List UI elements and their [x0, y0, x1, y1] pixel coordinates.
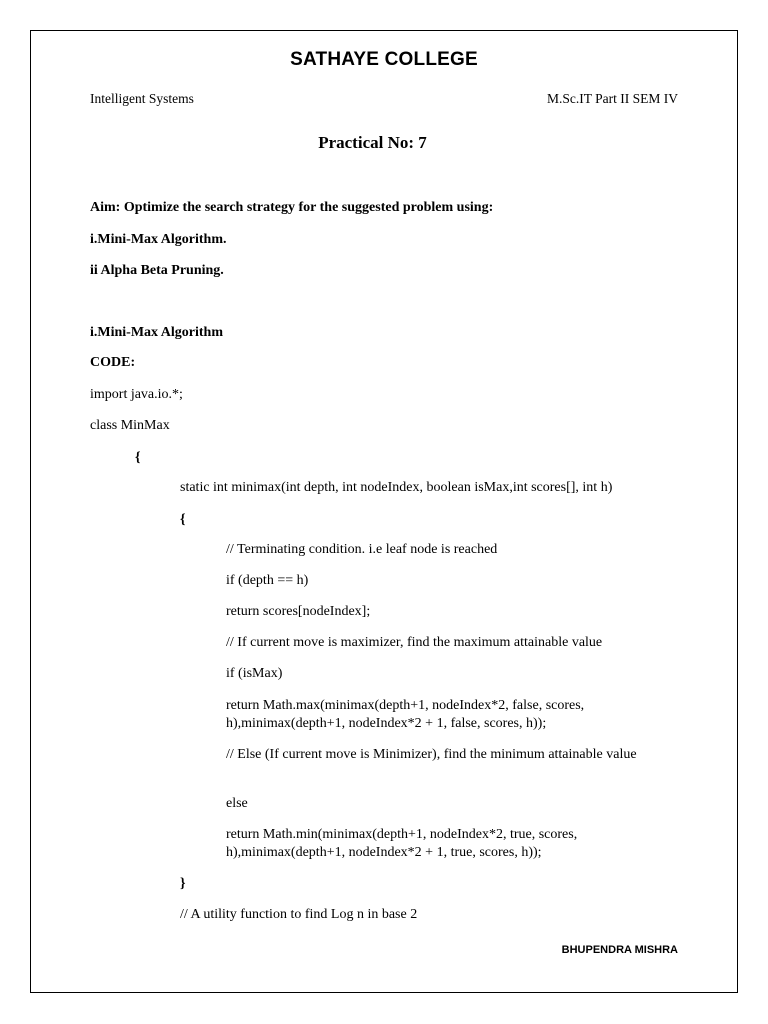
aim-item-minimax: i.Mini-Max Algorithm. [90, 232, 227, 247]
code-line-class: class MinMax [90, 418, 170, 433]
course-name: M.Sc.IT Part II SEM IV [547, 91, 678, 106]
code-line-method-brace-open: { [180, 512, 186, 527]
code-line-brace-open: { [135, 450, 141, 465]
code-line-return-scores: return scores[nodeIndex]; [226, 604, 371, 619]
code-line-if-ismax: if (isMax) [226, 666, 283, 681]
code-line-method-brace-close: } [180, 876, 186, 891]
aim-item-alpha-beta: ii Alpha Beta Pruning. [90, 263, 224, 278]
section-heading: i.Mini-Max Algorithm [90, 325, 223, 340]
subject-name: Intelligent Systems [90, 91, 194, 106]
code-line-comment-minimizer: // Else (If current move is Minimizer), find the minimum attainable value [226, 747, 637, 762]
college-title: SATHAYE COLLEGE [290, 49, 478, 70]
author-footer: BHUPENDRA MISHRA [561, 944, 678, 956]
code-line-method-signature: static int minimax(int depth, int nodeIndex, boolean isMax,int scores[], int h) [180, 480, 613, 495]
code-label: CODE: [90, 355, 136, 370]
code-line-comment-log: // A utility function to find Log n in base 2 [180, 907, 418, 922]
code-line-comment-maximizer: // If current move is maximizer, find the maximum attainable value [226, 635, 603, 650]
practical-title: Practical No: 7 [318, 133, 427, 152]
code-line-return-max: return Math.max(minimax(depth+1, nodeIndex*2, false, scores, h),minimax(depth+1, nodeIndex*2 + 1, false, scores, h)); [226, 698, 585, 731]
code-line-import: import java.io.*; [90, 387, 183, 402]
code-line-if-depth: if (depth == h) [226, 573, 309, 588]
aim-title: Aim: Optimize the search strategy for the suggested problem using: [90, 200, 494, 215]
code-line-return-min: return Math.min(minimax(depth+1, nodeIndex*2, true, scores, h),minimax(depth+1, nodeIndex*2 + 1, true, scores, h)); [226, 827, 578, 860]
code-line-else: else [226, 796, 248, 811]
code-line-comment-terminating: // Terminating condition. i.e leaf node is reached [226, 542, 498, 557]
